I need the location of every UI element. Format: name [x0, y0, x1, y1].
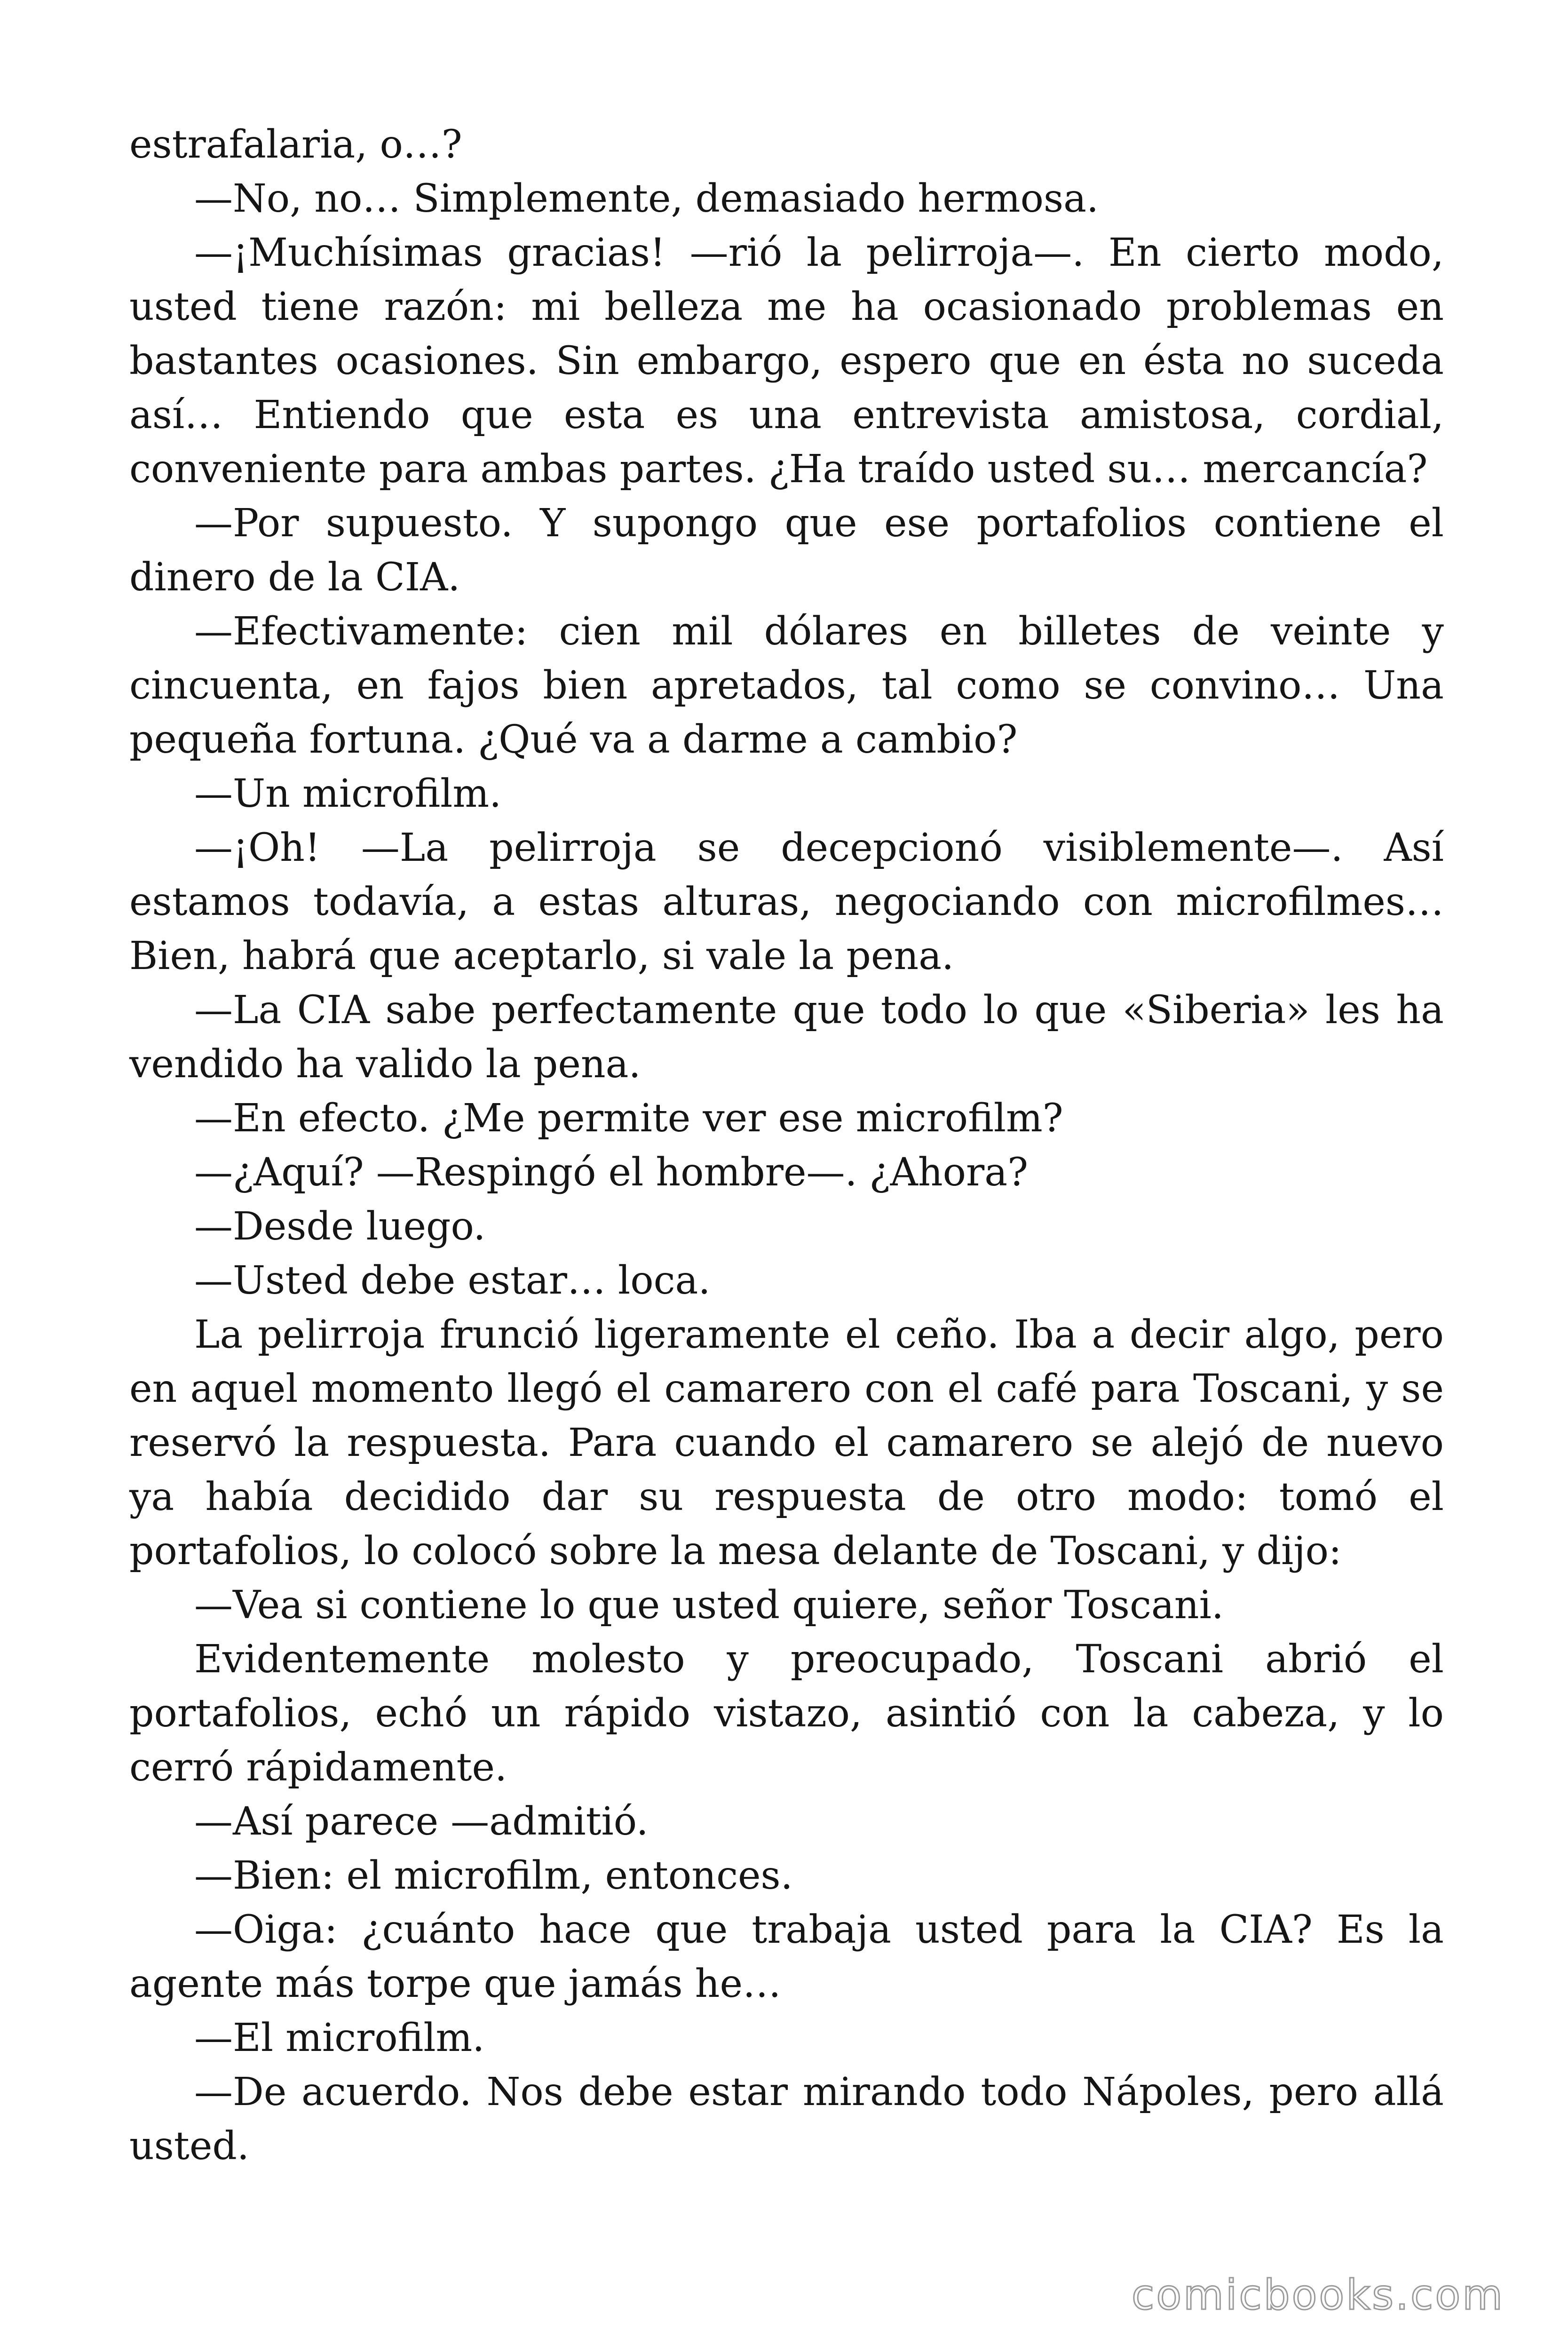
paragraph: —Bien: el microfilm, entonces. [194, 1853, 793, 1898]
paragraph: Evidentemente molesto y preocupado, Toscani abrió el portafolios, echó un rápido vistazo, asintió con la cabeza, y lo cerró rápidamente. [129, 1637, 1444, 1790]
paragraph: —Desde luego. [194, 1204, 486, 1249]
paragraph: —Oiga: ¿cuánto hace que trabaja usted para la CIA? Es la agente más torpe que jamás he… [129, 1907, 1444, 2006]
paragraph-continuation: estrafalaria, o…? [129, 122, 462, 167]
paragraph: La pelirroja frunció ligeramente el ceño. Iba a decir algo, pero en aquel momento llegó el camarero con el café para Toscani, y se reservó la respuesta. Para cuando el camarero se alejó de nuevo ya había decidido dar su respuesta de otro modo: tomó el portafolios, lo colocó sobre la mesa delante de Toscani, y dijo: [129, 1312, 1444, 1573]
paragraph: —La CIA sabe perfectamente que todo lo que «Siberia» les ha vendido ha valido la pena. [129, 988, 1444, 1087]
paragraph: —¡Oh! —La pelirroja se decepcionó visiblemente—. Así estamos todavía, a estas alturas, negociando con microfilmes… Bien, habrá que aceptarlo, si vale la pena. [129, 826, 1444, 978]
paragraph: —¡Muchísimas gracias! —rió la pelirroja—. En cierto modo, usted tiene razón: mi belleza me ha ocasionado problemas en bastantes ocasiones. Sin embargo, espero que en ésta no suceda así… Entiendo que esta es una entrevista amistosa, cordial, conveniente para ambas partes. ¿Ha traído usted su… mercancía? [129, 230, 1444, 492]
paragraph: —No, no… Simplemente, demasiado hermosa. [194, 176, 1099, 221]
paragraph: —En efecto. ¿Me permite ver ese microfilm? [194, 1096, 1063, 1141]
paragraph: —Vea si contiene lo que usted quiere, señor Toscani. [194, 1583, 1224, 1628]
paragraph: —Un microfilm. [194, 771, 502, 816]
paragraph: —Efectivamente: cien mil dólares en billetes de veinte y cincuenta, en fajos bien apretados, tal como se convino… Una pequeña fortuna. ¿Qué va a darme a cambio? [129, 609, 1444, 762]
book-page-text [129, 118, 1444, 2173]
watermark: comicbooks.com [1131, 2271, 1505, 2319]
paragraph: —Así parece —admitió. [194, 1799, 649, 1844]
paragraph: —Usted debe estar… loca. [194, 1258, 711, 1303]
paragraph: —¿Aquí? —Respingó el hombre—. ¿Ahora? [194, 1150, 1029, 1195]
paragraph: —El microfilm. [194, 2016, 485, 2060]
paragraph: —Por supuesto. Y supongo que ese portafolios contiene el dinero de la CIA. [129, 501, 1444, 600]
paragraph: —De acuerdo. Nos debe estar mirando todo Nápoles, pero allá usted. [129, 2070, 1444, 2169]
